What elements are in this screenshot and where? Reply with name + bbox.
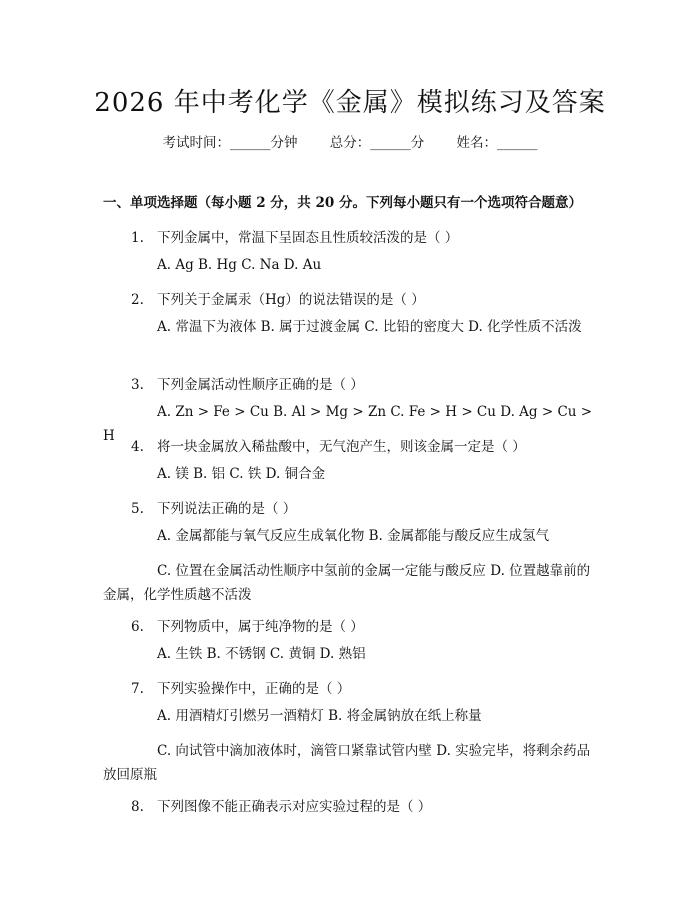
question-number: 1.: [131, 230, 144, 246]
question-number: 7.: [131, 681, 144, 697]
question-text: 下列金属中，常温下呈固态且性质较活泼的是（ ）: [157, 230, 459, 246]
question-number: 8.: [131, 799, 144, 815]
question-stem: [131, 795, 431, 815]
student-name-label: 姓名：: [456, 135, 498, 151]
question-number: 3.: [131, 377, 144, 393]
question-stem: [131, 497, 296, 517]
question-text: 下列实验操作中，正确的是（ ）: [157, 681, 351, 697]
question-options: A. 生铁 B. 不锈钢 C. 黄铜 D. 熟铝: [157, 646, 366, 662]
question-options: A. 常温下为液体 B. 属于过渡金属 C. 比铅的密度大 D. 化学性质不活泼: [157, 319, 582, 335]
total-score: [330, 135, 425, 151]
total-score-blank: ______: [370, 135, 411, 151]
question-options: A. 镁 B. 铝 C. 铁 D. 铜合金: [157, 466, 326, 482]
exam-time: [162, 135, 297, 151]
question-number: 4.: [131, 439, 144, 455]
total-score-label: 总分：: [329, 135, 371, 151]
question-stem: [131, 288, 425, 308]
question-options: A. Ag B. Hg C. Na D. Au: [157, 257, 322, 273]
section-heading: 一、单项选择题（每小题 2 分，共 20 分。下列每小题只有一个选项符合题意）: [103, 195, 582, 211]
page-title: 2026 年中考化学《金属》模拟练习及答案: [94, 88, 606, 118]
question-options: A. Zn > Fe > Cu B. Al > Mg > Zn C. Fe > H > Cu D. Ag > Cu > H: [103, 404, 593, 444]
question-text: 下列物质中，属于纯净物的是（ ）: [157, 619, 364, 635]
question-text: 下列图像不能正确表示对应实验过程的是（ ）: [157, 799, 432, 815]
question-stem: [131, 677, 350, 697]
question-stem: [131, 373, 364, 393]
exam-time-unit: 分钟: [270, 135, 298, 151]
question-stem: [131, 226, 458, 246]
question-stem: [131, 435, 526, 455]
question-number: 5.: [131, 501, 144, 517]
student-name: [457, 135, 538, 151]
question-text: 下列说法正确的是（ ）: [157, 501, 297, 517]
exam-time-label: 考试时间：: [162, 135, 230, 151]
question-options: C. 位置在金属活动性顺序中氢前的金属一定能与酸反应 D. 位置越靠前的金属，化学性质越不活泼: [103, 563, 591, 603]
exam-info: [0, 131, 700, 151]
total-score-unit: 分: [410, 135, 425, 151]
question-stem: [131, 615, 364, 635]
question-options: C. 向试管中滴加液体时，滴管口紧靠试管内壁 D. 实验完毕，将剩余药品放回原瓶: [103, 743, 591, 783]
student-name-blank: ______: [497, 135, 538, 151]
question-text: 下列关于金属汞（Hg）的说法错误的是（ ）: [157, 292, 425, 308]
question-number: 2.: [131, 292, 144, 308]
question-text: 下列金属活动性顺序正确的是（ ）: [157, 377, 364, 393]
question-options: A. 金属都能与氧气反应生成氧化物 B. 金属都能与酸反应生成氢气: [157, 528, 550, 544]
question-options: A. 用酒精灯引燃另一酒精灯 B. 将金属钠放在纸上称量: [157, 708, 482, 724]
exam-time-blank: ______: [229, 135, 271, 151]
question-number: 6.: [131, 619, 144, 635]
question-text: 将一块金属放入稀盐酸中，无气泡产生，则该金属一定是（ ）: [157, 439, 526, 455]
